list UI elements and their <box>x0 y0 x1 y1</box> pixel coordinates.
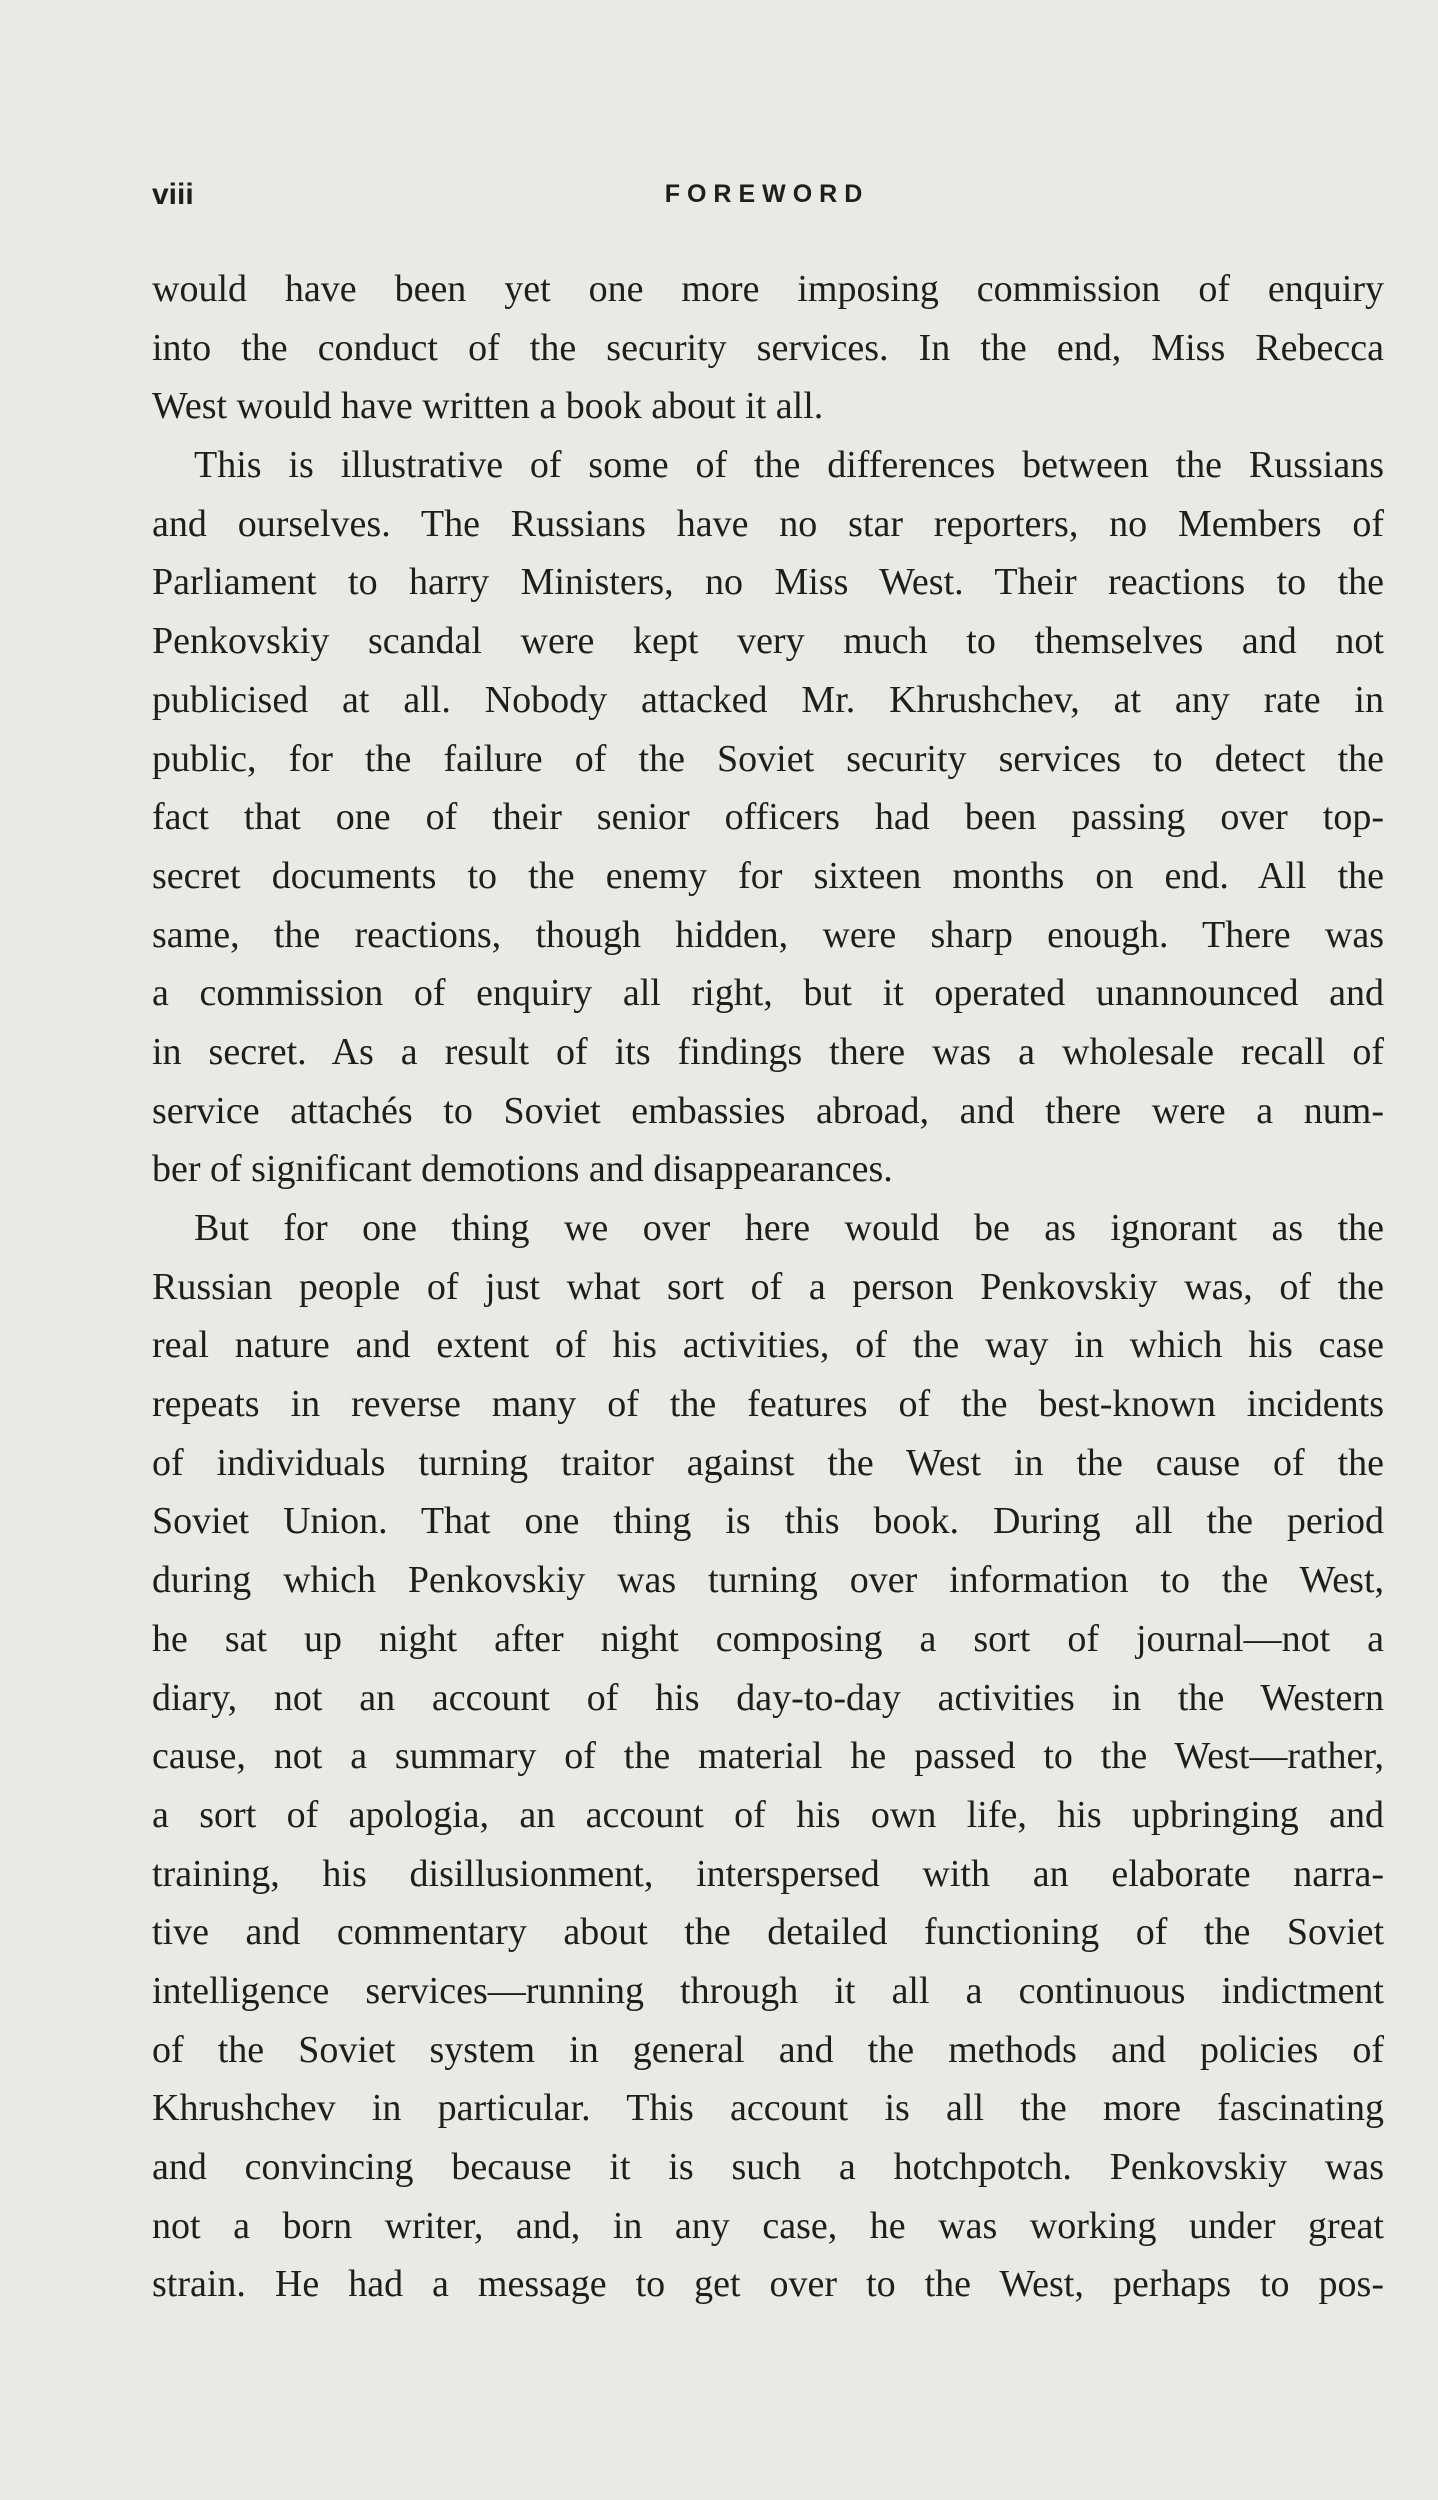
text-line: ber of significant demotions and disappearances. <box>152 1148 893 1191</box>
text-line: in secret. As a result of its findings there was a wholesale recall of <box>152 1030 1384 1073</box>
text-line: Khrushchev in particular. This account is all the more fascinating <box>152 2087 1384 2130</box>
text-line: But for one thing we over here would be as ignorant as the <box>194 1207 1384 1249</box>
text-line: training, his disillusionment, interspersed with an elaborate narra- <box>152 1852 1384 1895</box>
text-line: intelligence services—running through it all a continuous indictment <box>152 1969 1384 2012</box>
text-line: strain. He had a message to get over to the West, perhaps to pos- <box>152 2263 1384 2306</box>
text-line: same, the reactions, though hidden, were sharp enough. There was <box>152 913 1384 956</box>
text-line: Penkovskiy scandal were kept very much to themselves and not <box>152 620 1384 663</box>
text-line: West would have written a book about it all. <box>152 385 824 428</box>
text-line: into the conduct of the security services. In the end, Miss Rebecca <box>152 326 1384 369</box>
text-line: of the Soviet system in general and the methods and policies of <box>152 2028 1384 2071</box>
text-line: a commission of enquiry all right, but it operated unannounced and <box>152 972 1384 1015</box>
paragraph <box>152 260 1384 436</box>
text-line: publicised at all. Nobody attacked Mr. Khrushchev, at any rate in <box>152 678 1384 721</box>
text-line: would have been yet one more imposing commission of enquiry <box>152 268 1384 310</box>
text-line: and convincing because it is such a hotchpotch. Penkovskiy was <box>152 2146 1384 2188</box>
text-line: Parliament to harry Ministers, no Miss West. Their reactions to the <box>152 561 1384 604</box>
text-line: a sort of apologia, an account of his own life, his upbringing and <box>152 1793 1384 1836</box>
text-line: during which Penkovskiy was turning over information to the West, <box>152 1559 1384 1602</box>
text-line: repeats in reverse many of the features of the best-known incidents <box>152 1383 1384 1426</box>
text-line: he sat up night after night composing a sort of journal—not a <box>152 1617 1384 1660</box>
text-line: secret documents to the enemy for sixteen months on end. All the <box>152 854 1384 897</box>
page-header <box>152 178 1382 218</box>
text-line: of individuals turning traitor against the West in the cause of the <box>152 1441 1384 1484</box>
paragraph <box>152 1199 1384 2314</box>
text-line: fact that one of their senior officers had been passing over top- <box>152 796 1384 839</box>
text-line: not a born writer, and, in any case, he was working under great <box>152 2204 1384 2247</box>
text-line: Russian people of just what sort of a person Penkovskiy was, of the <box>152 1265 1384 1308</box>
text-line: public, for the failure of the Soviet security services to detect the <box>152 737 1384 780</box>
text-line: diary, not an account of his day-to-day activities in the Western <box>152 1676 1384 1719</box>
text-line: service attachés to Soviet embassies abroad, and there were a num- <box>152 1089 1384 1132</box>
running-head: FOREWORD <box>664 180 870 208</box>
text-line: cause, not a summary of the material he passed to the West—rather, <box>152 1735 1384 1778</box>
page-body <box>152 260 1384 2314</box>
text-line: real nature and extent of his activities, of the way in which his case <box>152 1324 1384 1367</box>
text-line: This is illustrative of some of the differences between the Russians <box>194 444 1384 487</box>
page-number: viii <box>152 178 194 211</box>
text-line: and ourselves. The Russians have no star reporters, no Members of <box>152 502 1384 545</box>
text-line: Soviet Union. That one thing is this book. During all the period <box>152 1500 1384 1543</box>
paragraph <box>152 436 1384 1199</box>
text-line: tive and commentary about the detailed functioning of the Soviet <box>152 1911 1384 1954</box>
